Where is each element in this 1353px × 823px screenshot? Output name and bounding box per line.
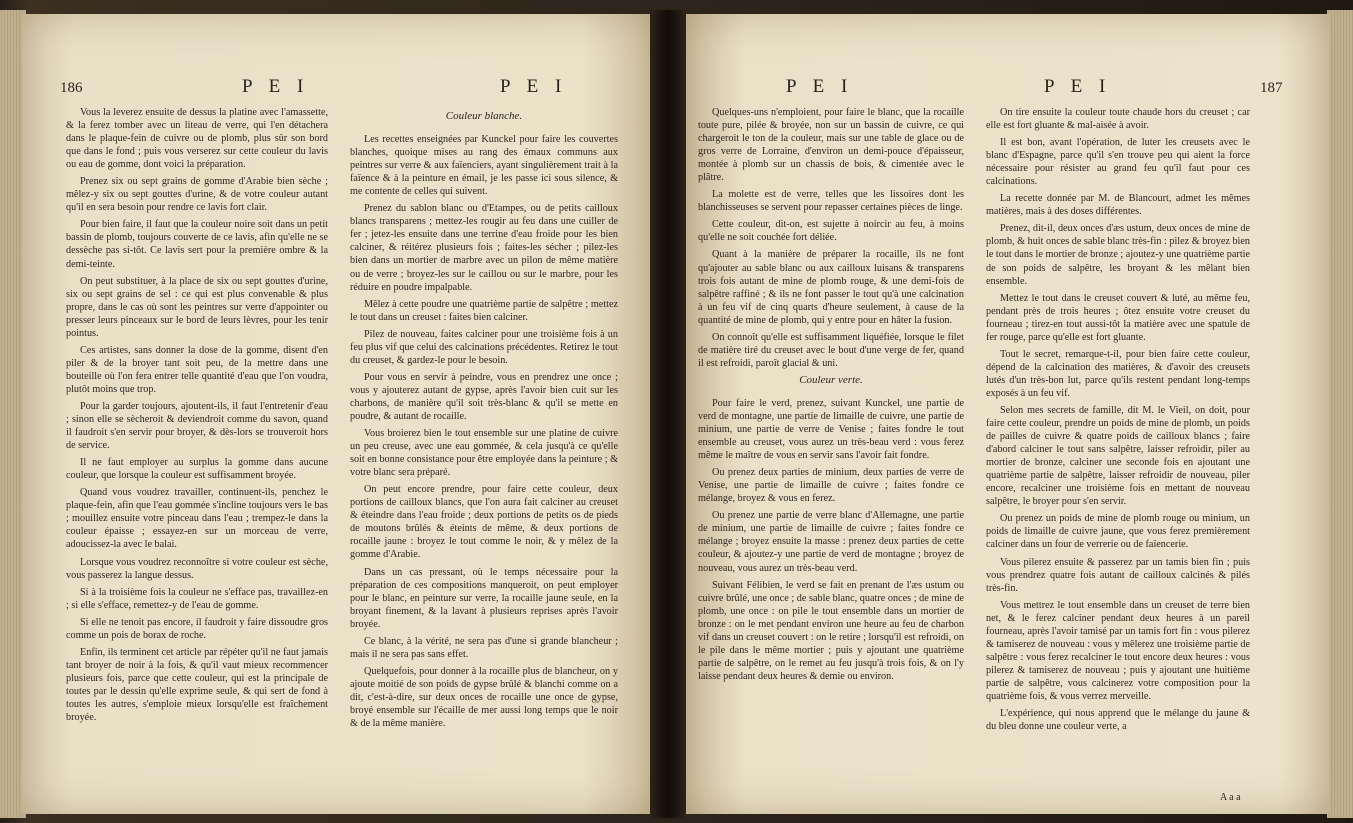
paragraph: Pour la garder toujours, ajoutent-ils, il faut l'entretenir d'eau ; sinon elle se sècheroit & deviendroit comme du savon, quand il faudroit s'en servir pour broyer, & dès-lors se trouveroit hors de service. [66,400,328,452]
paragraph: On peut encore prendre, pour faire cette couleur, deux portions de cailloux blancs, que l'on aura fait calciner au creuset & éteindre dans l'eau froide ; deux portions de petits os de pieds de moutons brûlés & éteints de même, & deux portions de rocaille jaune : broyez le tout comme le noir, & y mêlez de la gomme d'Arabie. [350,484,618,561]
paragraph: Selon mes secrets de famille, dit M. le Vieil, on doit, pour faire cette couleur, prendre un poids de mine de plomb, un poids de pailles de cuivre & quatre poids de cailloux blancs ; faire d'abord calciner le tout sans salpêtre, laisser refroidir, piler au mortier de bronze, calciner une seconde fois en ajoutant une quatrième partie de salpêtre, laisser refroidir de nouveau, piler encore, recalciner une troisième fois en mettant de nouveau salpêtre, le broyer pour s'en servir. [986,404,1250,508]
paragraph: Quelquefois, pour donner à la rocaille plus de blancheur, on y ajoute moitié de son poids de gypse brûlé & blanchi comme on a dit, c'est-à-dire, sur deux onces de rocaille une once de gypse, broyé ensemble sur l'écaille de mer aussi long temps que le noir & de la même manière. [350,665,618,730]
paragraph: Vous la leverez ensuite de dessus la platine avec l'amassette, & la ferez tomber avec un liteau de verre, qui l'en détachera dans le plaque-fein de cuivre ou de plomb, plus sûr son bord que dans le fond ; puis vous verserez sur cette couleur du lavis ou eau de gomme, dont voici la préparation. [66,107,328,171]
page-number-right: 187 [1260,80,1283,96]
signature-mark: A a a [1220,792,1241,803]
paragraph: Vous pilerez ensuite & passerez par un tamis bien fin ; puis vous prendrez quatre fois autant de cailloux calcinés & pilés très-fin. [986,556,1250,594]
paragraph: Cette couleur, dit-on, est sujette à noircir au feu, à moins qu'elle ne soit couchée fort déliée. [698,219,964,244]
paragraph: Prenez six ou sept grains de gomme d'Arabie bien sèche ; mêlez-y six ou sept gouttes d'urine, & de votre couleur autant qu'il en sera besoin pour rendre ce lavis fort clair. [66,176,328,214]
paragraph: On peut substituer, à la place de six ou sept gouttes d'urine, six ou sept grains de sel : ce qui est plus convenable & plus propre, dans le cas où sont les peintres sur verre d'appointer ou presser leurs pinceaux sur le bord de leurs lèvres, pour les tenir pointus. [66,275,328,339]
paragraph: Vous broierez bien le tout ensemble sur une platine de cuivre un peu creuse, avec une eau gommée, & cela jusqu'à ce qu'elle soit en bonne consistance pour être employée dans la peinture ; & votre blanc sera préparé. [350,428,618,479]
paragraph: On connoît qu'elle est suffisamment liquéfiée, lorsque le filet de matière tiré du creuset avec le bout d'une verge de fer, quand il est refroidi, paroît glacial & uni. [698,331,964,369]
paragraph: Dans un cas pressant, où le temps nécessaire pour la préparation de ces compositions manqueroit, on peut employer pour le blanc, en peinture sur verre, la rocaille jaune seule, en la broyant finement, & la lavant à plusieurs reprises après l'avoir broyée. [350,566,618,630]
section-heading-green: Couleur verte. [799,373,863,386]
paragraph: Quand vous voudrez travailler, continuent-ils, penchez le plaque-fein, afin que l'eau gommée s'incline toujours vers le bas ; mouillez ensuite votre pinceau dans l'eau ; trempez-le dans la couleur épaisse ; essayez-en sur un morceau de verre, adoucissez-la avec le balai. [66,487,328,551]
paragraph: Il ne faut employer au surplus la gomme dans aucune couleur, que lorsque la couleur est suffisamment broyée. [66,457,328,482]
paragraph: Vous mettrez le tout ensemble dans un creuset de terre bien net, & le ferez calciner pendant deux heures à un pareil fourneau, après l'avoir tamisé par un tamis fort fin : vous pilerez & tamiserez de nouveau : vous y mêlerez une troisième partie de salpêtre : vous ferez recalciner le tout encore deux heures : vous pilerez & tamiserez de nouveau ; puis y ajoutant une huitième partie de salpêtre, vous calcinerez votre composition pour la quatrième fois, & vous verrez merveille. [986,599,1250,702]
paragraph: Ou prenez deux parties de minium, deux parties de verre de Venise, une partie de limaille de cuivre ; faites fondre ce mélange, broyez & vous en ferez. [698,467,964,505]
page-number-left: 186 [60,80,83,96]
right-page-column-1 [698,106,964,687]
paragraph: Pour bien faire, il faut que la couleur noire soit dans un petit bassin de plomb, toujours couverte de ce lavis, afin qu'elle ne se dessèche pas si-tôt. Ce lavis sert pour la première ombre & la demi-teinte. [66,219,328,270]
paragraph: Quant à la manière de préparer la rocaille, ils ne font qu'ajouter au sable blanc ou aux cailloux luisans & transparens trois fois autant de mine de plomb rouge, & une demi-fois de salpêtre raffiné ; & ils ne font passer le tout qu'à une calcination à un feu vif de cinq quarts d'heure seulement, à cause de la quantité de mine de plomb, qui y entre pour en hâter la fusion. [698,249,964,326]
paragraph: Ou prenez une partie de verre blanc d'Allemagne, une partie de minium, une partie de limaille de cuivre ; faites fondre ce mélange ; broyez ensuite la masse : prenez deux parties de cette couleur, & ajoutez-y une partie de verd de montagne ; broyez de nouveau, vous aurez un très-beau verd. [698,510,964,574]
running-head-left-2: P E I [500,76,568,97]
paragraph: Pour vous en servir à peindre, vous en prendrez une once ; vous y ajouterez autant de gypse, après l'avoir bien cuit sur les charbons, de manière qu'il soit très-blanc & qu'il se mette en poudre, & autant de rocaille. [350,371,618,422]
paragraph: L'expérience, qui nous apprend que le mélange du jaune & du bleu donne une couleur verte, a [986,708,1250,733]
paragraph: On tire ensuite la couleur toute chaude hors du creuset ; car elle est fort gluante & mal-aisée à avoir. [986,107,1250,132]
left-page-column-1 [66,106,328,728]
paragraph: Pour faire le verd, prenez, suivant Kunckel, une partie de verd de montagne, une partie de limaille de cuivre, une partie de minium, une partie de verre de Venise ; faites fondre le tout ensemble au creuset, vous aurez un très-beau verd : vous ferez même le maître de vous en servir sans l'avoir fait fondre. [698,397,964,462]
running-head-right-1: P E I [786,76,854,97]
left-page-column-2 [350,106,618,734]
paragraph: Mêlez à cette poudre une quatrième partie de salpêtre ; mettez le tout dans un creuset : faites bien calciner. [350,298,618,323]
right-page [680,14,1330,814]
paragraph: Prenez du sablon blanc ou d'Etampes, ou de petits cailloux blancs transparens ; mettez-les rougir au feu dans une cuiller de fer ; jetez-les ensuite dans une terrine d'eau froide pour les bien calciner, & réitérez plusieurs fois ; faites-les sécher ; pilez-les bien dans un mortier de marbre avec un pilon de même matière ou de verre ; broyez-les sur le caillou ou sur le marbre, pour les réduire en poudre impalpable. [350,203,618,293]
paragraph: Enfin, ils terminent cet article par répéter qu'il ne faut jamais tant broyer de noir à la fois, & qu'il vaut mieux recommencer plusieurs fois, parce que cette couleur, qui est la principale de toutes par le dessin qu'elle exprime seule, & qui sert de fond à toutes les autres, s'emploie mieux lorsqu'elle est fraîchement broyée. [66,646,328,724]
paragraph: Suivant Félibien, le verd se fait en prenant de l'æs ustum ou cuivre brûlé, une once ; de sable blanc, quatre onces ; de mine de plomb, une once : on pile le tout ensemble dans un mortier de bronze : on le met pendant environ une heure au feu de charbon vif dans un creuset couvert : on le retire ; lorsqu'il est refroidi, on le pile dans le même mortier ; puis y ajoutant une quatrième partie de salpêtre, on le remet au feu jusqu'à trois fois, & on l'y laisse pendant deux heures & demie ou environ. [698,579,964,682]
paragraph: Il est bon, avant l'opération, de luter les creusets avec le blanc d'Espagne, parce qu'il s'en trouve peu qui aient la force nécessaire pour résister au grand feu qu'il faut pour ces calcinations. [986,137,1250,188]
paragraph: Mettez le tout dans le creuset couvert & luté, au même feu, pendant près de trois heures ; ôtez ensuite votre creuset du fourneau ; tirez-en tout aussi-tôt la matière avec une spatule de fer rouge, parce qu'elle est fort gluante. [986,292,1250,343]
paragraph: Ces artistes, sans donner la dose de la gomme, disent d'en piler & de la broyer tant soit peu, de la mettre dans une bouteille où l'on fera entrer telle quantité d'eau que l'on voudra, plutôt moins que trop. [66,344,328,395]
paragraph: Si elle ne tenoit pas encore, il faudroit y faire dissoudre gros comme un pois de borax de roche. [66,616,328,641]
paragraph: Les recettes enseignées par Kunckel pour faire les couvertes blanches, quoique mises au rang des émaux communs aux peintres sur verre & aux faïenciers, ayant singulièrement trait à la faïence & à la peinture en émail, je les passe ici sous silence, & me contente de celles qui suivent. [350,134,618,198]
paragraph: Quelques-uns n'emploient, pour faire le blanc, que la rocaille toute pure, pilée & broyée, non sur un bassin de cuivre, ce qui chargeroit le ton de la couleur, mais sur une table de glace ou de gros verre de Lorraine, d'environ un demi-pouce d'épaisseur, montée à plomb sur un chassis de bois, & cimentée avec le plâtre. [698,107,964,184]
paragraph: Ou prenez un poids de mine de plomb rouge ou minium, un poids de limaille de cuivre jaune, que vous ferez premièrement calciner dans un four de verrerie ou de faïencerie. [986,513,1250,551]
page-edges-right [1327,10,1353,818]
left-page [22,14,658,814]
section-heading-white: Couleur blanche. [445,110,523,122]
paragraph: La molette est de verre, telles que les lissoires dont les blanchisseuses se servent pour repasser certaines pièces de linge. [698,189,964,214]
book-gutter [650,10,686,818]
paragraph: La recette donnée par M. de Blancourt, admet les mêmes matières, mais à des doses différentes. [986,193,1250,218]
paragraph: Tout le secret, remarque-t-il, pour bien faire cette couleur, dépend de la calcination des matières, & d'avoir des creusets lutés d'un très-bon lut, parce qu'ils restent pendant long-temps exposés à un feu vif. [986,348,1250,399]
paragraph: Si à la troisième fois la couleur ne s'efface pas, travaillez-en ; si elle s'efface, remettez-y de l'eau de gomme. [66,586,328,611]
running-head-right-2: P E I [1044,76,1112,97]
running-head-left-1: P E I [242,76,310,97]
right-page-column-2 [986,106,1250,737]
paragraph: Prenez, dit-il, deux onces d'æs ustum, deux onces de mine de plomb, & huit onces de sable blanc très-fin : pilez & broyez bien le tout dans le mortier de bronze ; ajoutez-y une quatrième partie de son poids de salpêtre, les broyant & les mêlant bien ensemble. [986,223,1250,287]
paragraph: Pilez de nouveau, faites calciner pour une troisième fois à un feu plus vif que celui des calcinations précédentes. Retirez le tout du creuset, & gardez-le pour le besoin. [350,328,618,366]
paragraph: Lorsque vous voudrez reconnoître si votre couleur est sèche, vous passerez la langue dessus. [66,556,328,581]
paragraph: Ce blanc, à la vérité, ne sera pas d'une si grande blancheur ; mais il ne sera pas sans effet. [350,635,618,660]
